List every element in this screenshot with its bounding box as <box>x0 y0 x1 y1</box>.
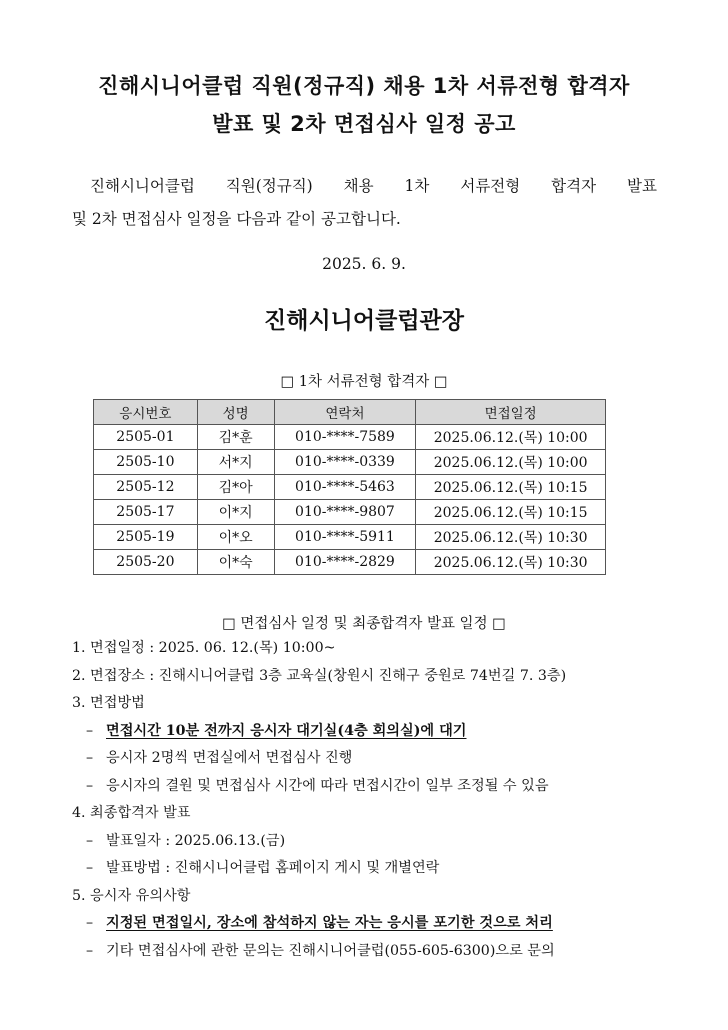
list-subitem <box>72 745 672 773</box>
table-row <box>94 550 606 575</box>
table-row <box>94 475 606 500</box>
results-table <box>93 399 606 575</box>
dash-bullet: – <box>86 750 94 766</box>
title-line-1: 진해시니어클럽 직원(정규직) 채용 1차 서류전형 합격자 <box>98 74 630 98</box>
list-item-text: 발표방법 : 진해시니어클럽 홈페이지 게시 및 개별연락 <box>106 860 440 876</box>
header-contact: 연락처 <box>274 400 416 425</box>
header-interview-schedule: 면접일정 <box>416 400 606 425</box>
cell-applicant-number: 2505-12 <box>94 475 198 500</box>
dash-bullet: – <box>86 942 94 959</box>
cell-name: 이*숙 <box>197 550 274 575</box>
list-item-text: 5. 응시자 유의사항 <box>72 887 191 904</box>
table-header-row <box>94 400 606 425</box>
list-subitem <box>72 828 672 856</box>
list-subitem <box>72 910 672 938</box>
section-title-results: □ 1차 서류전형 합격자 □ <box>280 374 448 390</box>
intro-line-1: 진해시니어클럽 직원(정규직) 채용 1차 서류전형 합격자 발표 <box>90 177 657 195</box>
list-item <box>72 663 672 691</box>
dash-bullet: – <box>86 915 94 931</box>
organization-signature: 진해시니어클럽관장 <box>264 308 464 334</box>
dash-bullet: – <box>86 777 94 794</box>
cell-interview-schedule: 2025.06.12.(목) 10:00 <box>416 425 606 450</box>
dash-bullet: – <box>86 860 94 876</box>
schedule-items-list <box>72 635 672 965</box>
cell-name: 이*지 <box>197 500 274 525</box>
table-row <box>94 525 606 550</box>
list-subitem <box>72 938 672 966</box>
section-title-schedule: □ 면접심사 일정 및 최종합격자 발표 일정 □ <box>222 616 506 632</box>
cell-name: 김*훈 <box>197 425 274 450</box>
cell-contact: 010-****-0339 <box>274 450 416 475</box>
cell-contact: 010-****-9807 <box>274 500 416 525</box>
dash-bullet: – <box>86 722 94 739</box>
dash-bullet: – <box>86 832 94 849</box>
list-item-text: 면접시간 10분 전까지 응시자 대기실(4층 회의실)에 대기 <box>106 722 467 739</box>
list-item-text: 1. 면접일정 : 2025. 06. 12.(목) 10:00~ <box>72 640 336 656</box>
list-item <box>72 635 672 663</box>
list-item-text: 기타 면접심사에 관한 문의는 진해시니어클럽(055-605-6300)으로 문의 <box>106 942 555 959</box>
cell-applicant-number: 2505-17 <box>94 500 198 525</box>
cell-interview-schedule: 2025.06.12.(목) 10:30 <box>416 550 606 575</box>
list-item-text: 4. 최종합격자 발표 <box>72 805 191 821</box>
cell-applicant-number: 2505-01 <box>94 425 198 450</box>
table-row <box>94 500 606 525</box>
cell-contact: 010-****-7589 <box>274 425 416 450</box>
list-subitem <box>72 855 672 883</box>
list-item <box>72 690 672 718</box>
list-item-text: 발표일자 : 2025.06.13.(금) <box>106 832 286 849</box>
cell-interview-schedule: 2025.06.12.(목) 10:15 <box>416 475 606 500</box>
cell-name: 서*지 <box>197 450 274 475</box>
list-item <box>72 800 672 828</box>
cell-applicant-number: 2505-10 <box>94 450 198 475</box>
list-subitem <box>72 773 672 801</box>
list-item-text: 응시자의 결원 및 면접심사 시간에 따라 면접시간이 일부 조정될 수 있음 <box>106 777 549 794</box>
cell-applicant-number: 2505-19 <box>94 525 198 550</box>
cell-interview-schedule: 2025.06.12.(목) 10:15 <box>416 500 606 525</box>
list-item-text: 3. 면접방법 <box>72 695 145 711</box>
intro-line-2: 및 2차 면접심사 일정을 다음과 같이 공고합니다. <box>72 210 401 228</box>
cell-name: 김*아 <box>197 475 274 500</box>
cell-name: 이*오 <box>197 525 274 550</box>
table-row <box>94 425 606 450</box>
list-item-text: 2. 면접장소 : 진해시니어클럽 3층 교육실(창원시 진해구 중원로 74번길 7. 3층) <box>72 667 567 684</box>
cell-interview-schedule: 2025.06.12.(목) 10:00 <box>416 450 606 475</box>
table-row <box>94 450 606 475</box>
list-item <box>72 883 672 911</box>
intro-paragraph <box>72 170 657 236</box>
cell-contact: 010-****-2829 <box>274 550 416 575</box>
cell-contact: 010-****-5463 <box>274 475 416 500</box>
header-name: 성명 <box>197 400 274 425</box>
list-item-text: 지정된 면접일시, 장소에 참석하지 않는 자는 응시를 포기한 것으로 처리 <box>106 915 553 931</box>
title-line-2: 발표 및 2차 면접심사 일정 공고 <box>212 112 516 136</box>
cell-applicant-number: 2505-20 <box>94 550 198 575</box>
list-item-text: 응시자 2명씩 면접실에서 면접심사 진행 <box>106 750 353 766</box>
header-applicant-number: 응시번호 <box>94 400 198 425</box>
announcement-date: 2025. 6. 9. <box>322 255 406 273</box>
list-subitem <box>72 718 672 746</box>
cell-contact: 010-****-5911 <box>274 525 416 550</box>
cell-interview-schedule: 2025.06.12.(목) 10:30 <box>416 525 606 550</box>
